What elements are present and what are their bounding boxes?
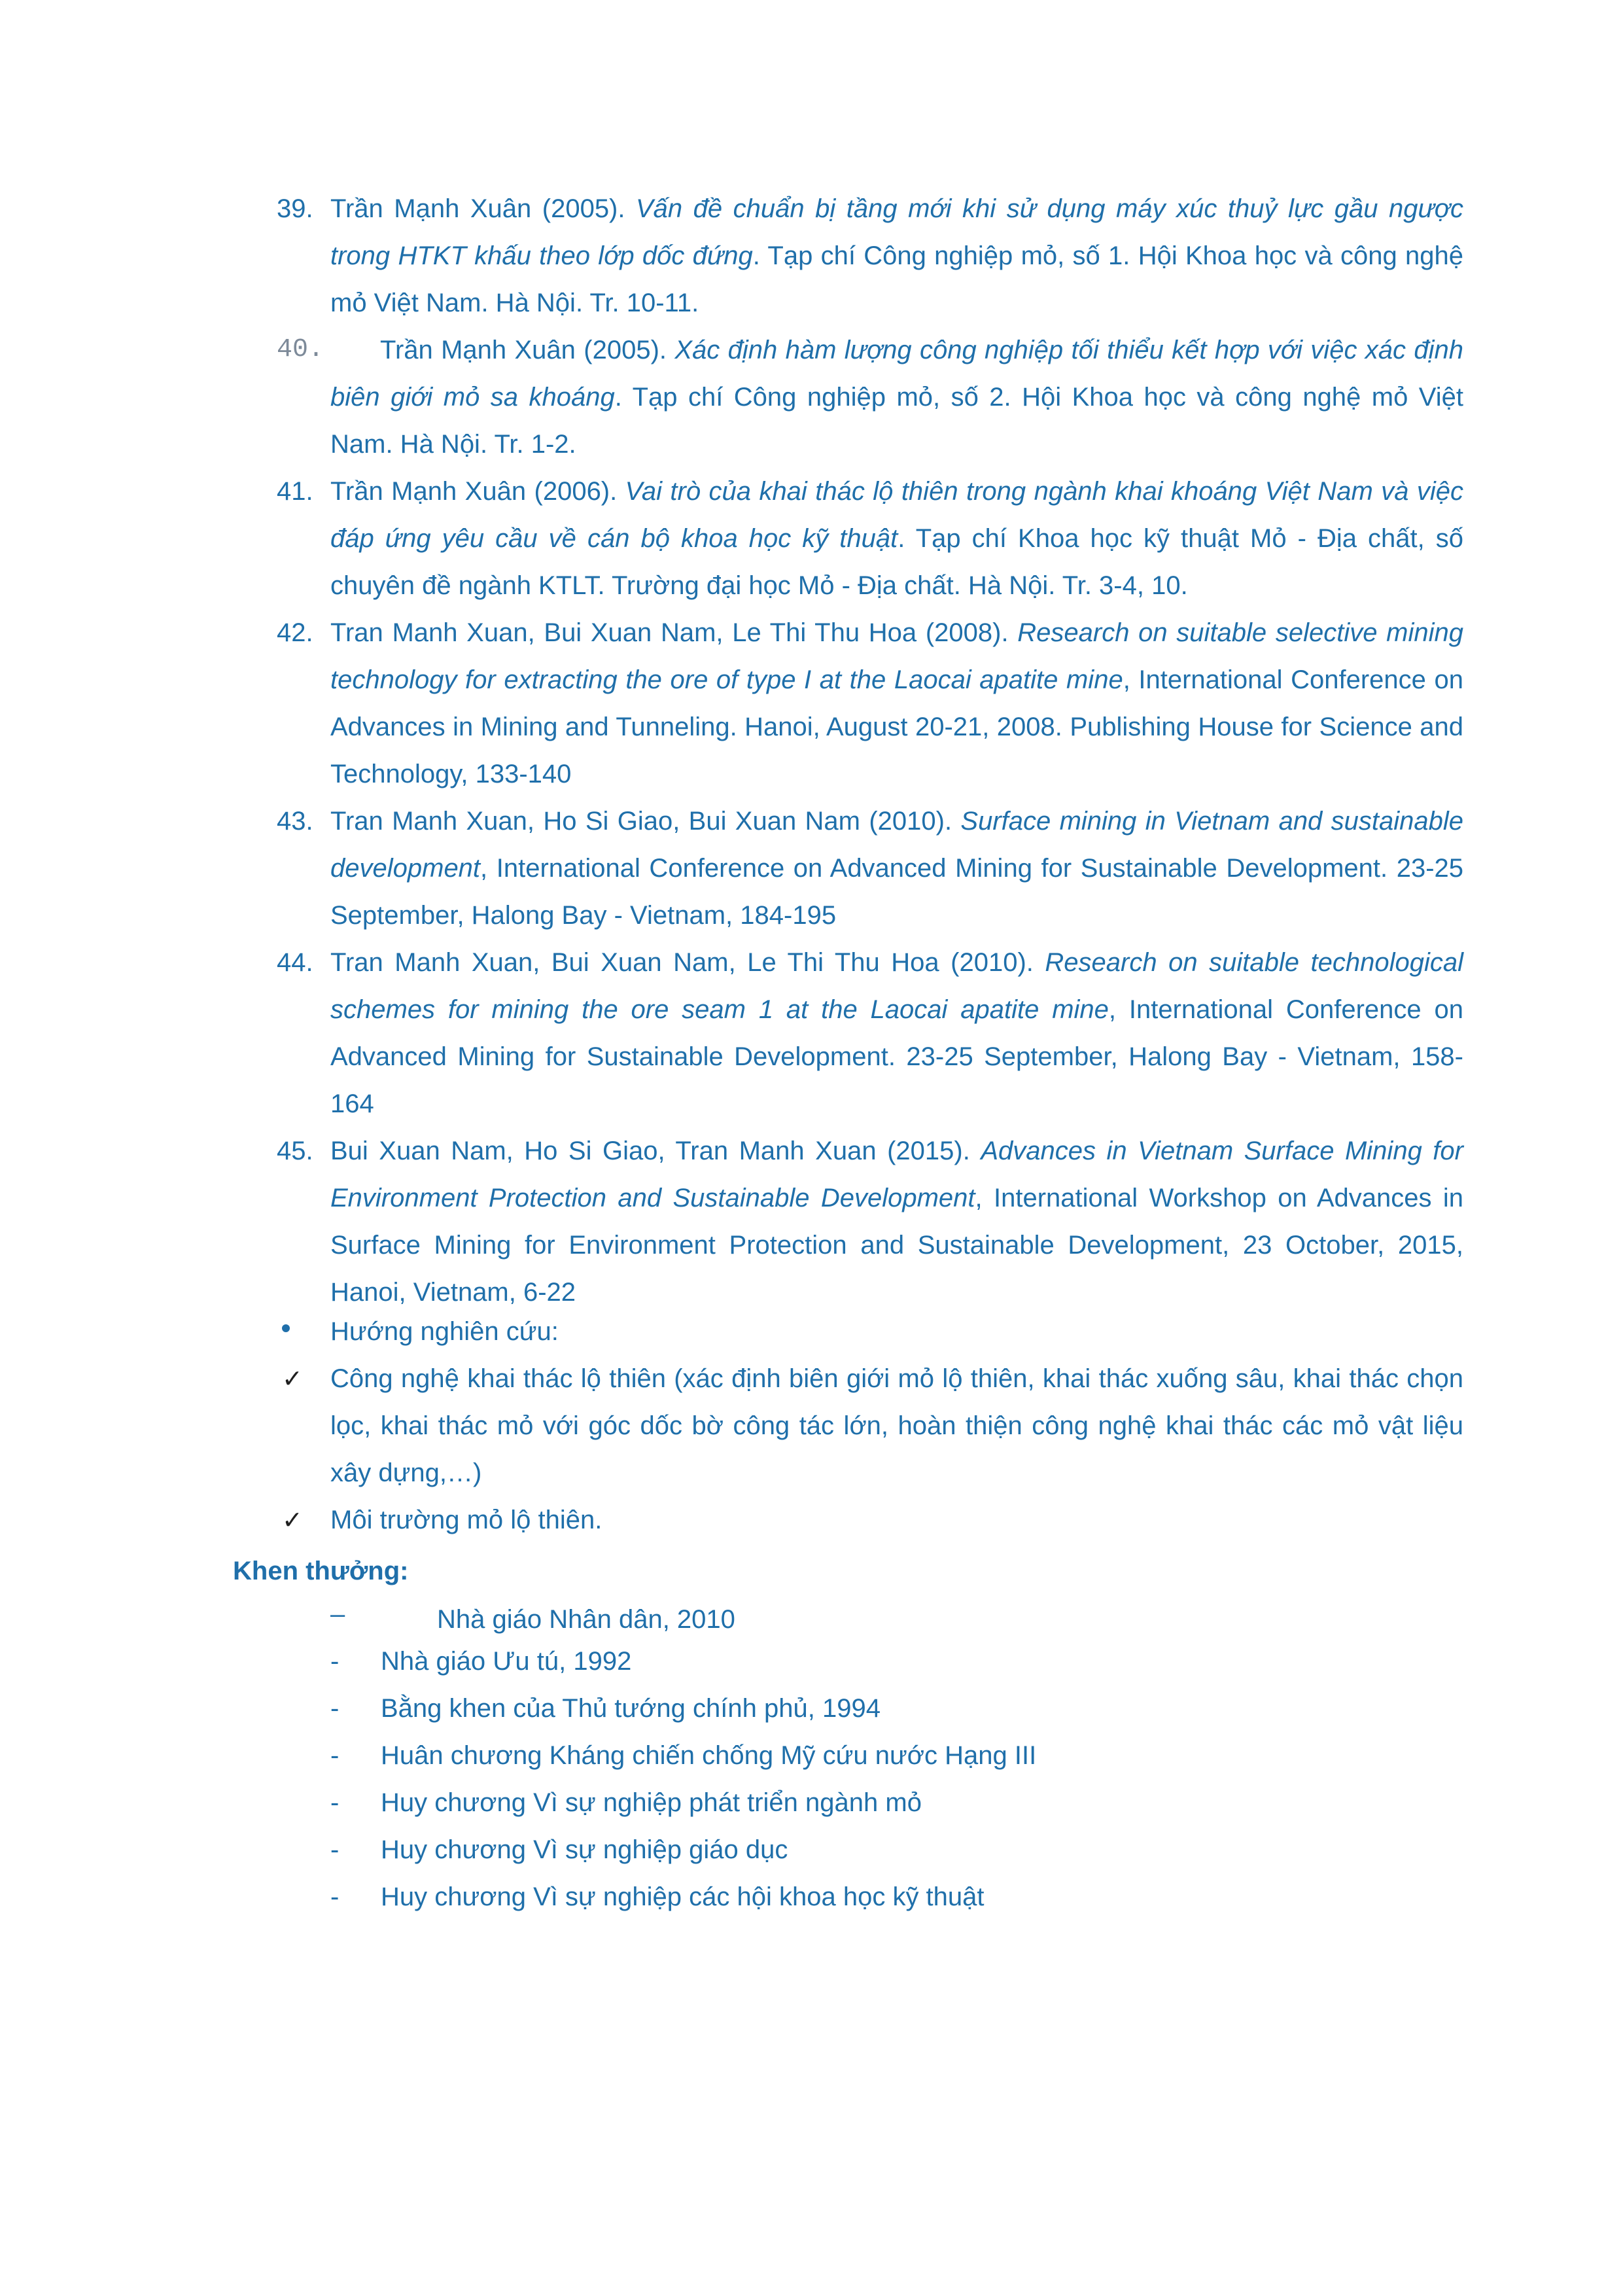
reference-source: . Tạp chí Công nghiệp mỏ, số 1. Hội Khoa học và công nghệ mỏ Việt Nam. Hà Nội. Tr. 10-11.	[330, 241, 1463, 317]
award-text: Bằng khen của Thủ tướng chính phủ, 1994	[381, 1694, 881, 1723]
reference-title: Vai trò của khai thác lộ thiên trong ngành khai khoáng Việt Nam và việc đáp ứng yêu cầu về cán bộ khoa học kỹ thuật	[330, 477, 1463, 553]
reference-title: Xác định hàm lượng công nghiệp tối thiểu kết hợp với việc xác định biên giới mỏ sa khoáng	[330, 336, 1463, 412]
reference-39	[277, 185, 1463, 327]
dash-marker: -	[330, 1835, 340, 1864]
reference-title: Surface mining in Vietnam and sustainable development	[330, 807, 1463, 883]
reference-40	[277, 327, 1463, 468]
research-item-text: Môi trường mỏ lộ thiên.	[330, 1506, 602, 1534]
reference-number: 42.	[277, 618, 313, 647]
research-item	[282, 1496, 1463, 1544]
reference-author: Trần Mạnh Xuân (2005).	[380, 336, 675, 364]
dash-marker: -	[330, 1788, 340, 1817]
dash-marker: -	[330, 1882, 340, 1911]
reference-author: Trần Mạnh Xuân (2006).	[330, 477, 625, 506]
reference-source: , International Workshop on Advances in Surface Mining for Environment Protection and Sustainable Development, 23 October, 2015, Hanoi, Vietnam, 6-22	[330, 1184, 1463, 1307]
reference-source: . Tạp chí Khoa học kỹ thuật Mỏ - Địa chất, số chuyên đề ngành KTLT. Trường đại học Mỏ - Địa chất. Hà Nội. Tr. 3-4, 10.	[330, 524, 1464, 600]
reference-title: Advances in Vietnam Surface Mining for Environment Protection and Sustainable Development	[330, 1137, 1463, 1212]
dash-marker: -	[330, 1741, 340, 1770]
award-text: Huy chương Vì sự nghiệp giáo dục	[381, 1835, 788, 1864]
reference-source: , International Conference on Advanced Mining for Sustainable Development. 23-25 September, Halong Bay - Vietnam, 158-164	[330, 995, 1463, 1118]
reference-source: . Tạp chí Công nghiệp mỏ, số 2. Hội Khoa học và công nghệ mỏ Việt Nam. Hà Nội. Tr. 1-2.	[330, 383, 1463, 459]
checkmark-icon: ✓	[282, 1506, 303, 1534]
award-text: Nhà giáo Nhân dân, 2010	[437, 1605, 735, 1634]
reference-title: Vấn đề chuẩn bị tầng mới khi sử dụng máy xúc thuỷ lực gầu ngược trong HTKT khấu theo lớp dốc đứng	[330, 194, 1463, 270]
reference-number: 40.	[277, 335, 324, 364]
reference-number: 44.	[277, 948, 313, 977]
award-text: Nhà giáo Ưu tú, 1992	[381, 1647, 632, 1676]
reference-title: Research on suitable technological schemes for mining the ore seam 1 at the Laocai apatite mine	[330, 948, 1464, 1024]
reference-author: Bui Xuan Nam, Ho Si Giao, Tran Manh Xuan (2015).	[330, 1137, 981, 1165]
reference-41	[277, 468, 1464, 609]
reference-42	[277, 609, 1463, 798]
research-heading: Hướng nghiên cứu:	[330, 1317, 559, 1346]
bullet-icon	[282, 1324, 290, 1332]
dash-marker: -	[330, 1694, 340, 1723]
reference-number: 41.	[277, 477, 313, 506]
reference-source: , International Conference on Advances in Mining and Tunneling. Hanoi, August 20-21, 2008. Publishing House for Science and Technology, 133-140	[330, 665, 1463, 788]
award-text: Huy chương Vì sự nghiệp phát triển ngành mỏ	[381, 1788, 922, 1817]
dash-marker: -	[330, 1647, 340, 1676]
checkmark-icon: ✓	[282, 1364, 303, 1393]
reference-number: 43.	[277, 807, 313, 836]
reference-number: 39.	[277, 194, 313, 223]
research-item-text: Công nghệ khai thác lộ thiên (xác định biên giới mỏ lộ thiên, khai thác xuống sâu, khai thác chọn lọc, khai thác mỏ với góc dốc bờ công tác lớn, hoàn thiện công nghệ khai thác các mỏ vật liệu xây dựng,…)	[330, 1364, 1463, 1487]
reference-author: Tran Manh Xuan, Bui Xuan Nam, Le Thi Thu Hoa (2008).	[330, 618, 1018, 647]
reference-number: 45.	[277, 1137, 313, 1165]
awards-heading: Khen thưởng:	[233, 1557, 409, 1585]
award-text: Huy chương Vì sự nghiệp các hội khoa học kỹ thuật	[381, 1882, 985, 1911]
reference-43	[277, 798, 1463, 939]
research-item	[282, 1355, 1463, 1496]
reference-author: Tran Manh Xuan, Bui Xuan Nam, Le Thi Thu Hoa (2010).	[330, 948, 1045, 977]
reference-45	[277, 1127, 1463, 1316]
reference-title: Research on suitable selective mining technology for extracting the ore of type I at the Laocai apatite mine	[330, 618, 1463, 694]
reference-44	[277, 939, 1464, 1127]
reference-source: , International Conference on Advanced Mining for Sustainable Development. 23-25 September, Halong Bay - Vietnam, 184-195	[330, 854, 1463, 930]
award-text: Huân chương Kháng chiến chống Mỹ cứu nước Hạng III	[381, 1741, 1037, 1770]
reference-author: Trần Mạnh Xuân (2005).	[330, 194, 636, 223]
reference-author: Tran Manh Xuan, Ho Si Giao, Bui Xuan Nam (2010).	[330, 807, 961, 836]
dash-marker: –	[330, 1600, 345, 1629]
